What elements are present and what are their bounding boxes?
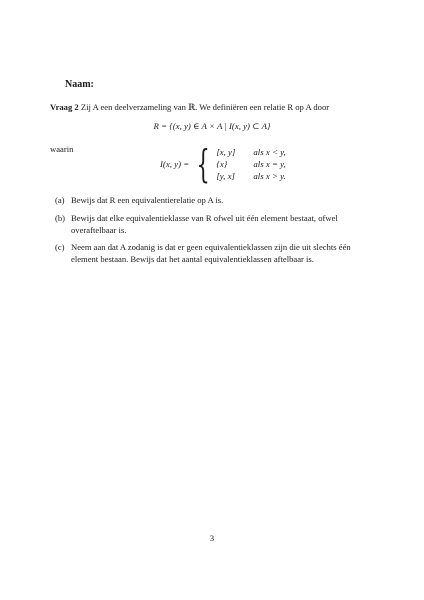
relation-formula: R = {(x, y) ∈ A × A | I(x, y) ⊂ A}	[153, 121, 271, 131]
left-brace: {	[196, 142, 210, 186]
sub-question-a	[55, 194, 375, 206]
case-value: {x}	[216, 159, 228, 169]
sub-question-c	[55, 241, 375, 265]
case-value: [y, x]	[216, 171, 235, 181]
case-condition: als x > y.	[253, 171, 286, 181]
sub-question-text: Bewijs dat R een equivalentierelatie op A is.	[71, 195, 224, 205]
case-value: [x, y]	[216, 147, 236, 157]
name-label: Naam:	[65, 79, 94, 90]
sub-question-text: Neem aan dat A zodanig is dat er geen equivalentieklassen zijn die uit slechts één element bestaan. Bewijs dat het aantal equivalentieklassen aftelbaar is.	[71, 242, 351, 264]
sub-question-text: Bewijs dat elke equivalentieklasse van R ofwel uit één element bestaat, ofwel overaftelbaar is.	[71, 213, 338, 235]
question-intro-text: Zij A een deelverzameling van ℝ. We definiëren een relatie R op A door	[80, 102, 330, 112]
sub-question-label: (c)	[55, 242, 65, 252]
case-row	[216, 146, 285, 158]
waarin-label: waarin	[50, 144, 74, 154]
case-condition: als x = y,	[253, 159, 286, 169]
sub-question-label: (a)	[55, 195, 65, 205]
sub-question-b	[55, 212, 375, 236]
case-row	[216, 158, 285, 170]
question-intro	[50, 101, 380, 113]
piecewise-lhs: I(x, y) =	[160, 159, 190, 169]
case-row	[216, 170, 285, 182]
piecewise-definition	[160, 140, 286, 188]
question-title: Vraag 2	[50, 102, 79, 112]
case-condition: als x < y,	[253, 147, 286, 157]
sub-question-label: (b)	[55, 213, 66, 223]
page-number: 3	[209, 533, 215, 543]
cases-table	[216, 146, 285, 182]
